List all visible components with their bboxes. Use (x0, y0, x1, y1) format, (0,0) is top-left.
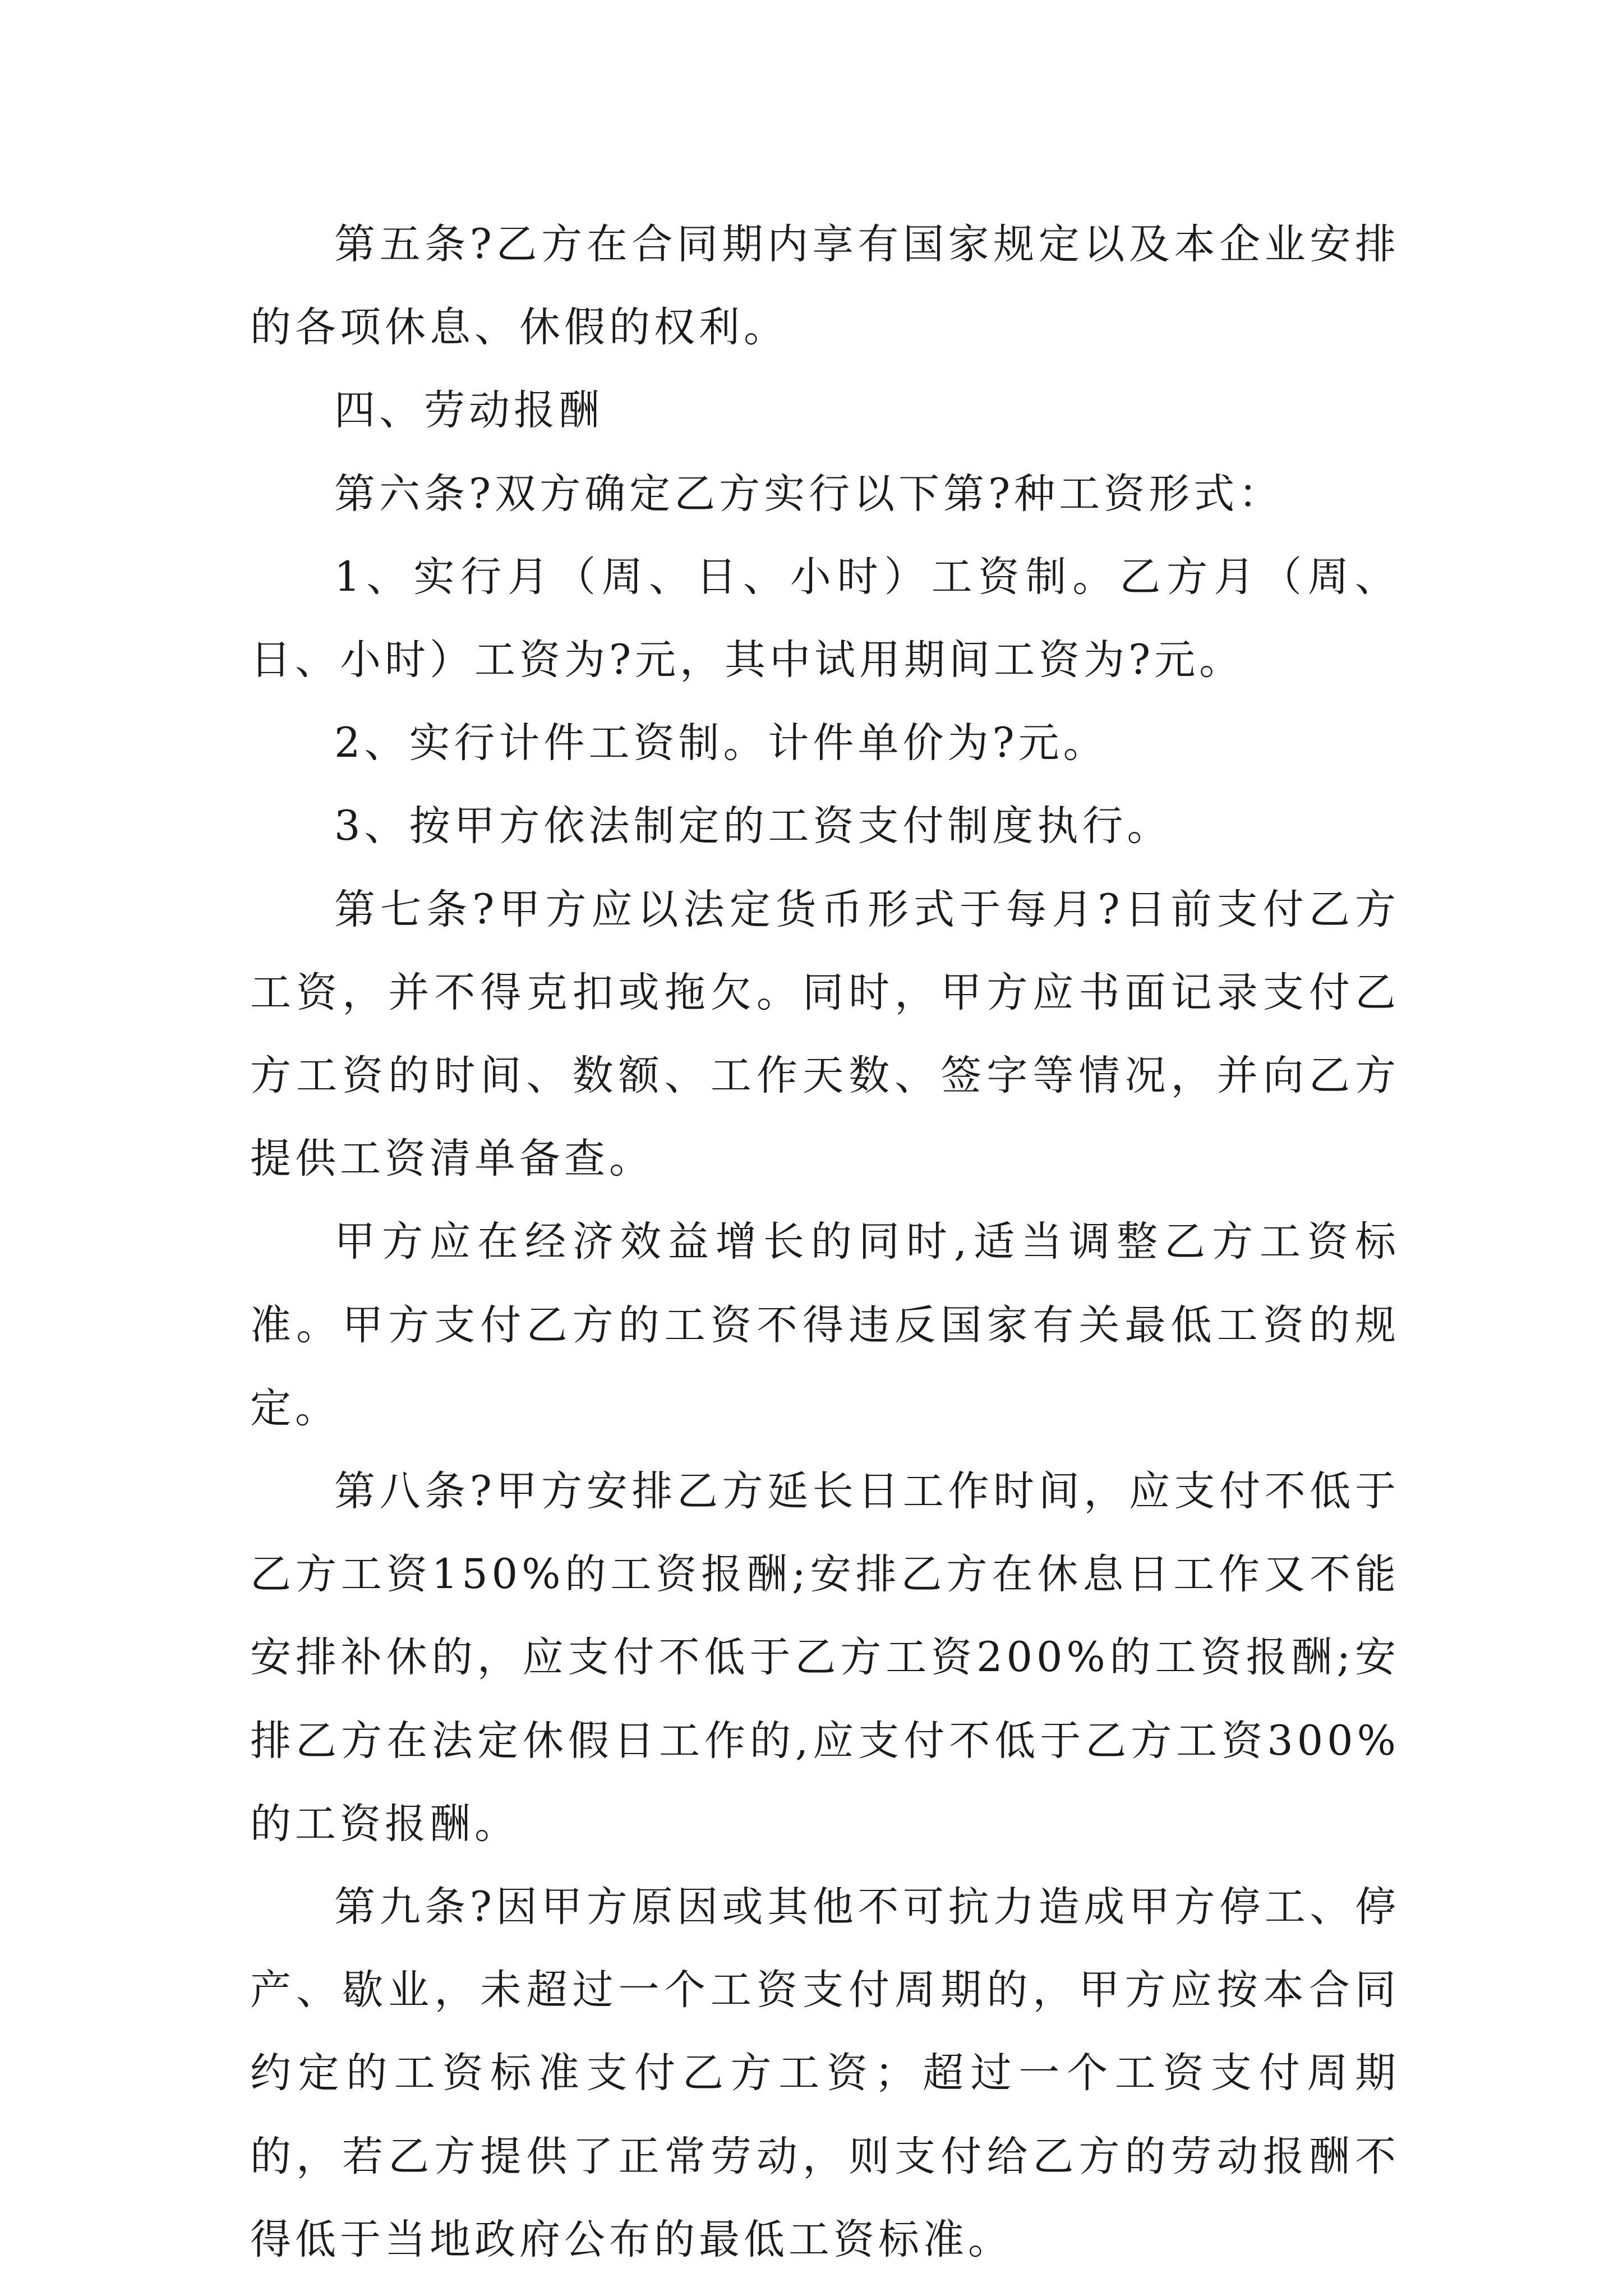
paragraph-article-6: 第六条?双方确定乙方实行以下第?种工资形式： (334, 470, 1284, 518)
document-body (250, 203, 1400, 2281)
paragraph-article-9: 第九条?因甲方原因或其他不可抗力造成甲方停工、停产、歇业，未超过一个工资支付周期的，甲方应按本合同约定的工资标准支付乙方工资；超过一个工资支付周期的，若乙方提供了正常劳动，则支付给乙方的劳动报酬不得低于当地政府公布的最低工资标准。 (250, 1883, 1400, 2263)
list-item-monthly-wage: 1、实行月（周、日、小时）工资制。乙方月（周、日、小时）工资为?元，其中试用期间工资为?元。 (250, 553, 1400, 684)
paragraph-article-5: 第五条?乙方在合同期内享有国家规定以及本企业安排的各项休息、休假的权利。 (250, 220, 1400, 352)
paragraph-wage-adjustment: 甲方应在经济效益增长的同时,适当调整乙方工资标准。甲方支付乙方的工资不得违反国家有关最低工资的规定。 (250, 1218, 1400, 1432)
paragraph-article-7: 第七条?甲方应以法定货币形式于每月?日前支付乙方工资，并不得克扣或拖欠。同时，甲方应书面记录支付乙方工资的时间、数额、工作天数、签字等情况，并向乙方提供工资清单备查。 (250, 885, 1400, 1183)
list-item-piece-wage: 2、实行计件工资制。计件单价为?元。 (334, 719, 1108, 767)
paragraph-article-8: 第八条?甲方安排乙方延长日工作时间，应支付不低于乙方工资150%的工资报酬;安排乙方在休息日工作又不能安排补休的，应支付不低于乙方工资200%的工资报酬;安排乙方在法定休假日工作的,应支付不低于乙方工资300%的工资报酬。 (250, 1467, 1400, 1848)
list-item-wage-system: 3、按甲方依法制定的工资支付制度执行。 (334, 802, 1172, 850)
section-heading-labor-remuneration: 四、劳动报酬 (334, 386, 603, 435)
